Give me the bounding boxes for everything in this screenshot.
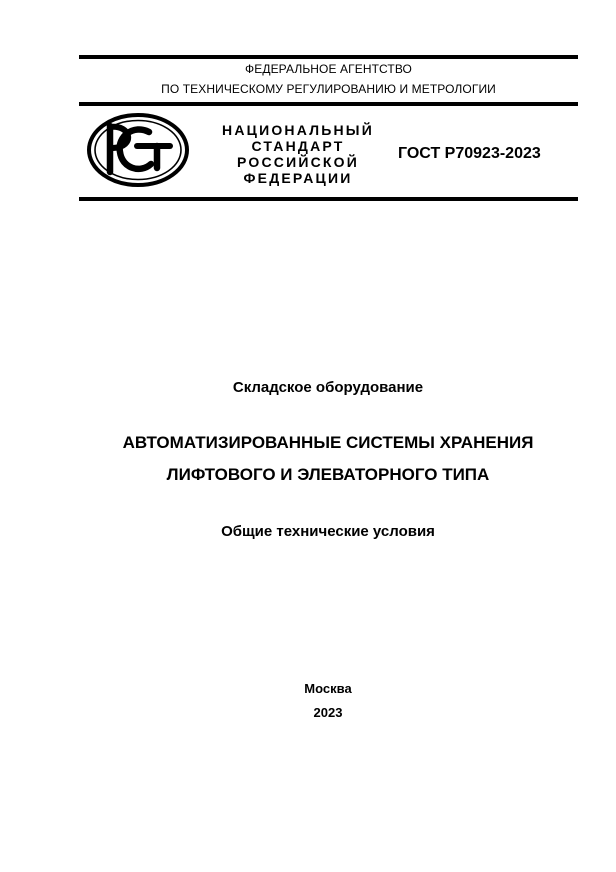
national-standard-line-4: ФЕДЕРАЦИИ bbox=[243, 170, 353, 186]
top-rule bbox=[79, 55, 578, 59]
document-subject: Складское оборудование bbox=[232, 379, 424, 396]
national-standard-line-1: НАЦИОНАЛЬНЫЙ bbox=[222, 122, 374, 138]
rst-emblem-icon bbox=[86, 112, 190, 188]
bottom-rule bbox=[79, 197, 578, 201]
publication-city: Москва bbox=[304, 681, 352, 696]
national-standard-label bbox=[212, 122, 384, 186]
document-subtitle: Общие технические условия bbox=[221, 523, 435, 540]
publication-year: 2023 bbox=[313, 705, 343, 720]
standard-number: ГОСТ Р70923-2023 bbox=[398, 145, 541, 162]
national-standard-line-2: СТАНДАРТ bbox=[251, 138, 345, 154]
document-title-line-1: АВТОМАТИЗИРОВАННЫЕ СИСТЕМЫ ХРАНЕНИЯ bbox=[122, 433, 534, 452]
agency-line-2: ПО ТЕХНИЧЕСКОМУ РЕГУЛИРОВАНИЮ И МЕТРОЛОГИИ bbox=[161, 82, 496, 96]
national-standard-line-3: РОССИЙСКОЙ bbox=[237, 154, 359, 170]
middle-rule bbox=[79, 102, 578, 106]
agency-line-1: ФЕДЕРАЛЬНОЕ АГЕНТСТВО bbox=[245, 62, 412, 76]
document-title-line-2: ЛИФТОВОГО И ЭЛЕВАТОРНОГО ТИПА bbox=[166, 465, 490, 484]
